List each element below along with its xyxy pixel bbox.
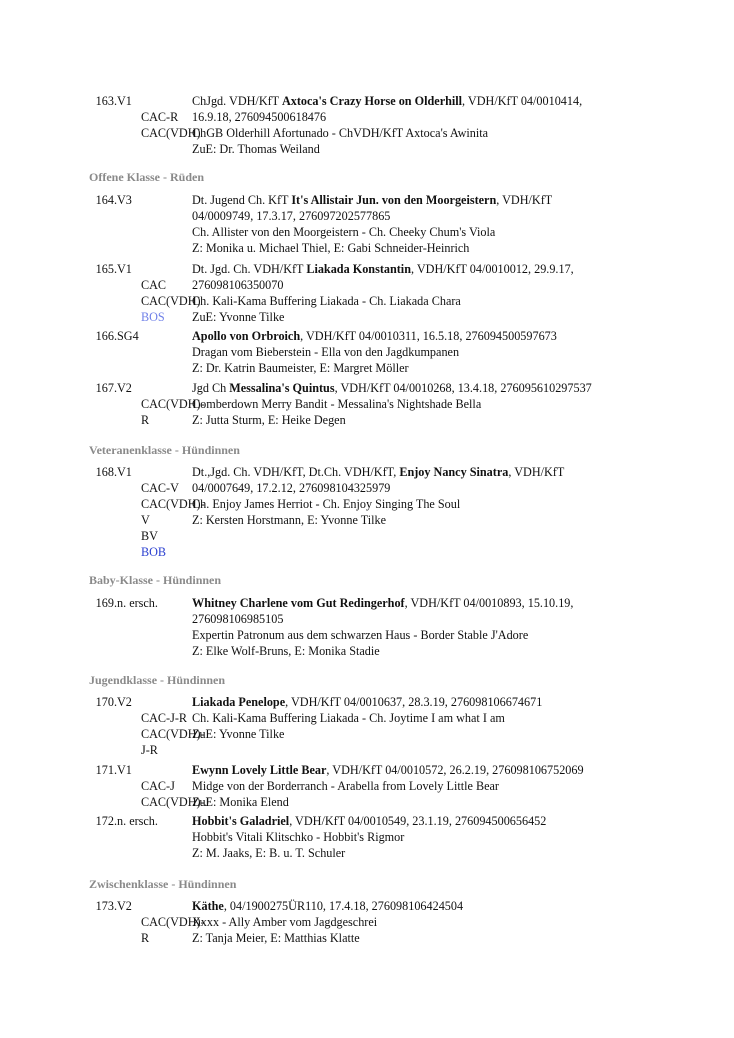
dog-name: Whitney Charlene vom Gut Redingerhof <box>192 596 405 610</box>
result: V1 <box>117 763 132 777</box>
breeder-owner: Z: Jutta Sturm, E: Heike Degen <box>192 413 346 427</box>
entry-number: 164. <box>95 193 117 207</box>
entry-number: 169. <box>95 596 117 610</box>
registration-line2: 276098106350070 <box>192 278 284 292</box>
registration: , VDH/KfT <box>508 465 565 479</box>
section-heading-jugend: Jugendklasse - Hündinnen <box>89 673 226 687</box>
registration-line2: 04/0007649, 17.2.12, 276098104325979 <box>192 481 391 495</box>
parents: Ch. Kali-Kama Buffering Liakada - Ch. Liakada Chara <box>192 294 461 308</box>
award: CAC <box>141 278 167 292</box>
registration: , VDH/KfT <box>496 193 553 207</box>
registration: , VDH/KfT 04/0010268, 13.4.18, 276095610297537 <box>334 381 592 395</box>
breeder-owner: ZuE: Yvonne Tilke <box>192 727 285 741</box>
parents: Comberdown Merry Bandit - Messalina's Nightshade Bella <box>192 397 482 411</box>
parents: Ch. Kali-Kama Buffering Liakada - Ch. Joytime I am what I am <box>192 711 505 725</box>
section-heading-offene: Offene Klasse - Rüden <box>89 170 204 184</box>
award: V <box>141 513 150 527</box>
dog-name: Hobbit's Galadriel <box>192 814 290 828</box>
breeder-owner: Z: Elke Wolf-Bruns, E: Monika Stadie <box>192 644 380 658</box>
entry-number: 168. <box>95 465 117 479</box>
dog-name: It's Allistair Jun. von den Moorgeistern <box>291 193 497 207</box>
registration: , VDH/KfT 04/0010572, 26.2.19, 276098106752069 <box>326 763 584 777</box>
entry-number: 165. <box>95 262 117 276</box>
entry-number: 167. <box>95 381 117 395</box>
award: CAC-J-R <box>141 711 188 725</box>
entry-number: 163. <box>95 94 117 108</box>
parents: ChGB Olderhill Afortunado - ChVDH/KfT Axtoca's Awinita <box>192 126 489 140</box>
result: V2 <box>117 381 132 395</box>
dog-name: Messalina's Quintus <box>229 381 335 395</box>
registration-line2: 276098106985105 <box>192 612 284 626</box>
award: CAC(VDH)- <box>141 397 205 411</box>
parents: Midge von der Borderranch - Arabella from Lovely Little Bear <box>192 779 499 793</box>
award: CAC(VDH)- <box>141 915 205 929</box>
result: V1 <box>117 465 132 479</box>
parents: Ch. Allister von den Moorgeistern - Ch. Cheeky Chum's Viola <box>192 225 496 239</box>
dog-name: Axtoca's Crazy Horse on Olderhill <box>281 94 463 108</box>
entry-number: 171. <box>95 763 117 777</box>
result: SG4 <box>117 329 139 343</box>
result: n. ersch. <box>117 814 158 828</box>
award: J-R <box>141 743 158 757</box>
result: V3 <box>117 193 132 207</box>
title-prefix: ChJgd. VDH/KfT <box>192 94 282 108</box>
breeder-owner: Z: Dr. Katrin Baumeister, E: Margret Möller <box>192 361 409 375</box>
result: V2 <box>117 695 132 709</box>
dog-name: Liakada Penelope <box>192 695 286 709</box>
entry-number: 170. <box>95 695 117 709</box>
award: CAC-R <box>141 110 179 124</box>
award: CAC(VDH)- <box>141 727 205 741</box>
award: CAC-J <box>141 779 175 793</box>
dog-name: Apollo von Orbroich <box>192 329 301 343</box>
registration: , 04/1900275ÜR110, 17.4.18, 276098106424504 <box>223 899 464 913</box>
result: V1 <box>117 262 132 276</box>
title-prefix: Dt. Jgd. Ch. VDH/KfT <box>192 262 307 276</box>
dog-name: Enjoy Nancy Sinatra <box>399 465 509 479</box>
registration: , VDH/KfT 04/0010414, <box>462 94 583 108</box>
breeder-owner: ZuE: Dr. Thomas Weiland <box>192 142 320 156</box>
registration: , VDH/KfT 04/0010012, 29.9.17, <box>410 262 574 276</box>
registration: , VDH/KfT 04/0010893, 15.10.19, <box>404 596 574 610</box>
title-prefix: Dt.,Jgd. Ch. VDH/KfT, Dt.Ch. VDH/KfT, <box>192 465 400 479</box>
dog-name: Liakada Konstantin <box>306 262 411 276</box>
registration: , VDH/KfT 04/0010549, 23.1.19, 276094500656452 <box>289 814 547 828</box>
parents: Expertin Patronum aus dem schwarzen Haus - Border Stable J'Adore <box>192 628 529 642</box>
entry-number: 166. <box>95 329 117 343</box>
breeder-owner: ZuE: Monika Elend <box>192 795 289 809</box>
registration: , VDH/KfT 04/0010637, 28.3.19, 276098106674671 <box>285 695 543 709</box>
award: CAC(VDH)-J <box>141 795 210 809</box>
title-prefix: Dt. Jugend Ch. KfT <box>192 193 292 207</box>
parents: Xxxx - Ally Amber vom Jagdgeschrei <box>192 915 378 929</box>
breeder-owner: Z: M. Jaaks, E: B. u. T. Schuler <box>192 846 346 860</box>
breeder-owner: Z: Kersten Horstmann, E: Yvonne Tilke <box>192 513 386 527</box>
award-bos: BOS <box>141 310 165 324</box>
registration-line2: 16.9.18, 276094500618476 <box>192 110 327 124</box>
award: R <box>141 413 150 427</box>
award-bob: BOB <box>141 545 167 559</box>
award: CAC(VDH)- <box>141 497 205 511</box>
award: BV <box>141 529 158 543</box>
award: CAC-V <box>141 481 179 495</box>
result: V1 <box>117 94 132 108</box>
registration-line2: 04/0009749, 17.3.17, 276097202577865 <box>192 209 391 223</box>
section-heading-zwischen: Zwischenklasse - Hündinnen <box>89 877 237 891</box>
breeder-owner: ZuE: Yvonne Tilke <box>192 310 285 324</box>
parents: Ch. Enjoy James Herriot - Ch. Enjoy Singing The Soul <box>192 497 461 511</box>
breeder-owner: Z: Tanja Meier, E: Matthias Klatte <box>192 931 360 945</box>
result: n. ersch. <box>117 596 158 610</box>
section-heading-veteranen: Veteranenklasse - Hündinnen <box>89 443 240 457</box>
section-heading-baby: Baby-Klasse - Hündinnen <box>89 573 222 587</box>
award: CAC(VDH) <box>141 126 201 140</box>
breeder-owner: Z: Monika u. Michael Thiel, E: Gabi Schneider-Heinrich <box>192 241 470 255</box>
result: V2 <box>117 899 132 913</box>
title-prefix: Jgd Ch <box>192 381 230 395</box>
parents: Hobbit's Vitali Klitschko - Hobbit's Rigmor <box>192 830 405 844</box>
award: R <box>141 931 150 945</box>
entry-number: 172. <box>95 814 117 828</box>
dog-name: Käthe <box>192 899 224 913</box>
parents: Dragan vom Bieberstein - Ella von den Jagdkumpanen <box>192 345 460 359</box>
award: CAC(VDH) <box>141 294 201 308</box>
entry-number: 173. <box>95 899 117 913</box>
dog-name: Ewynn Lovely Little Bear <box>192 763 327 777</box>
registration: , VDH/KfT 04/0010311, 16.5.18, 276094500597673 <box>300 329 557 343</box>
